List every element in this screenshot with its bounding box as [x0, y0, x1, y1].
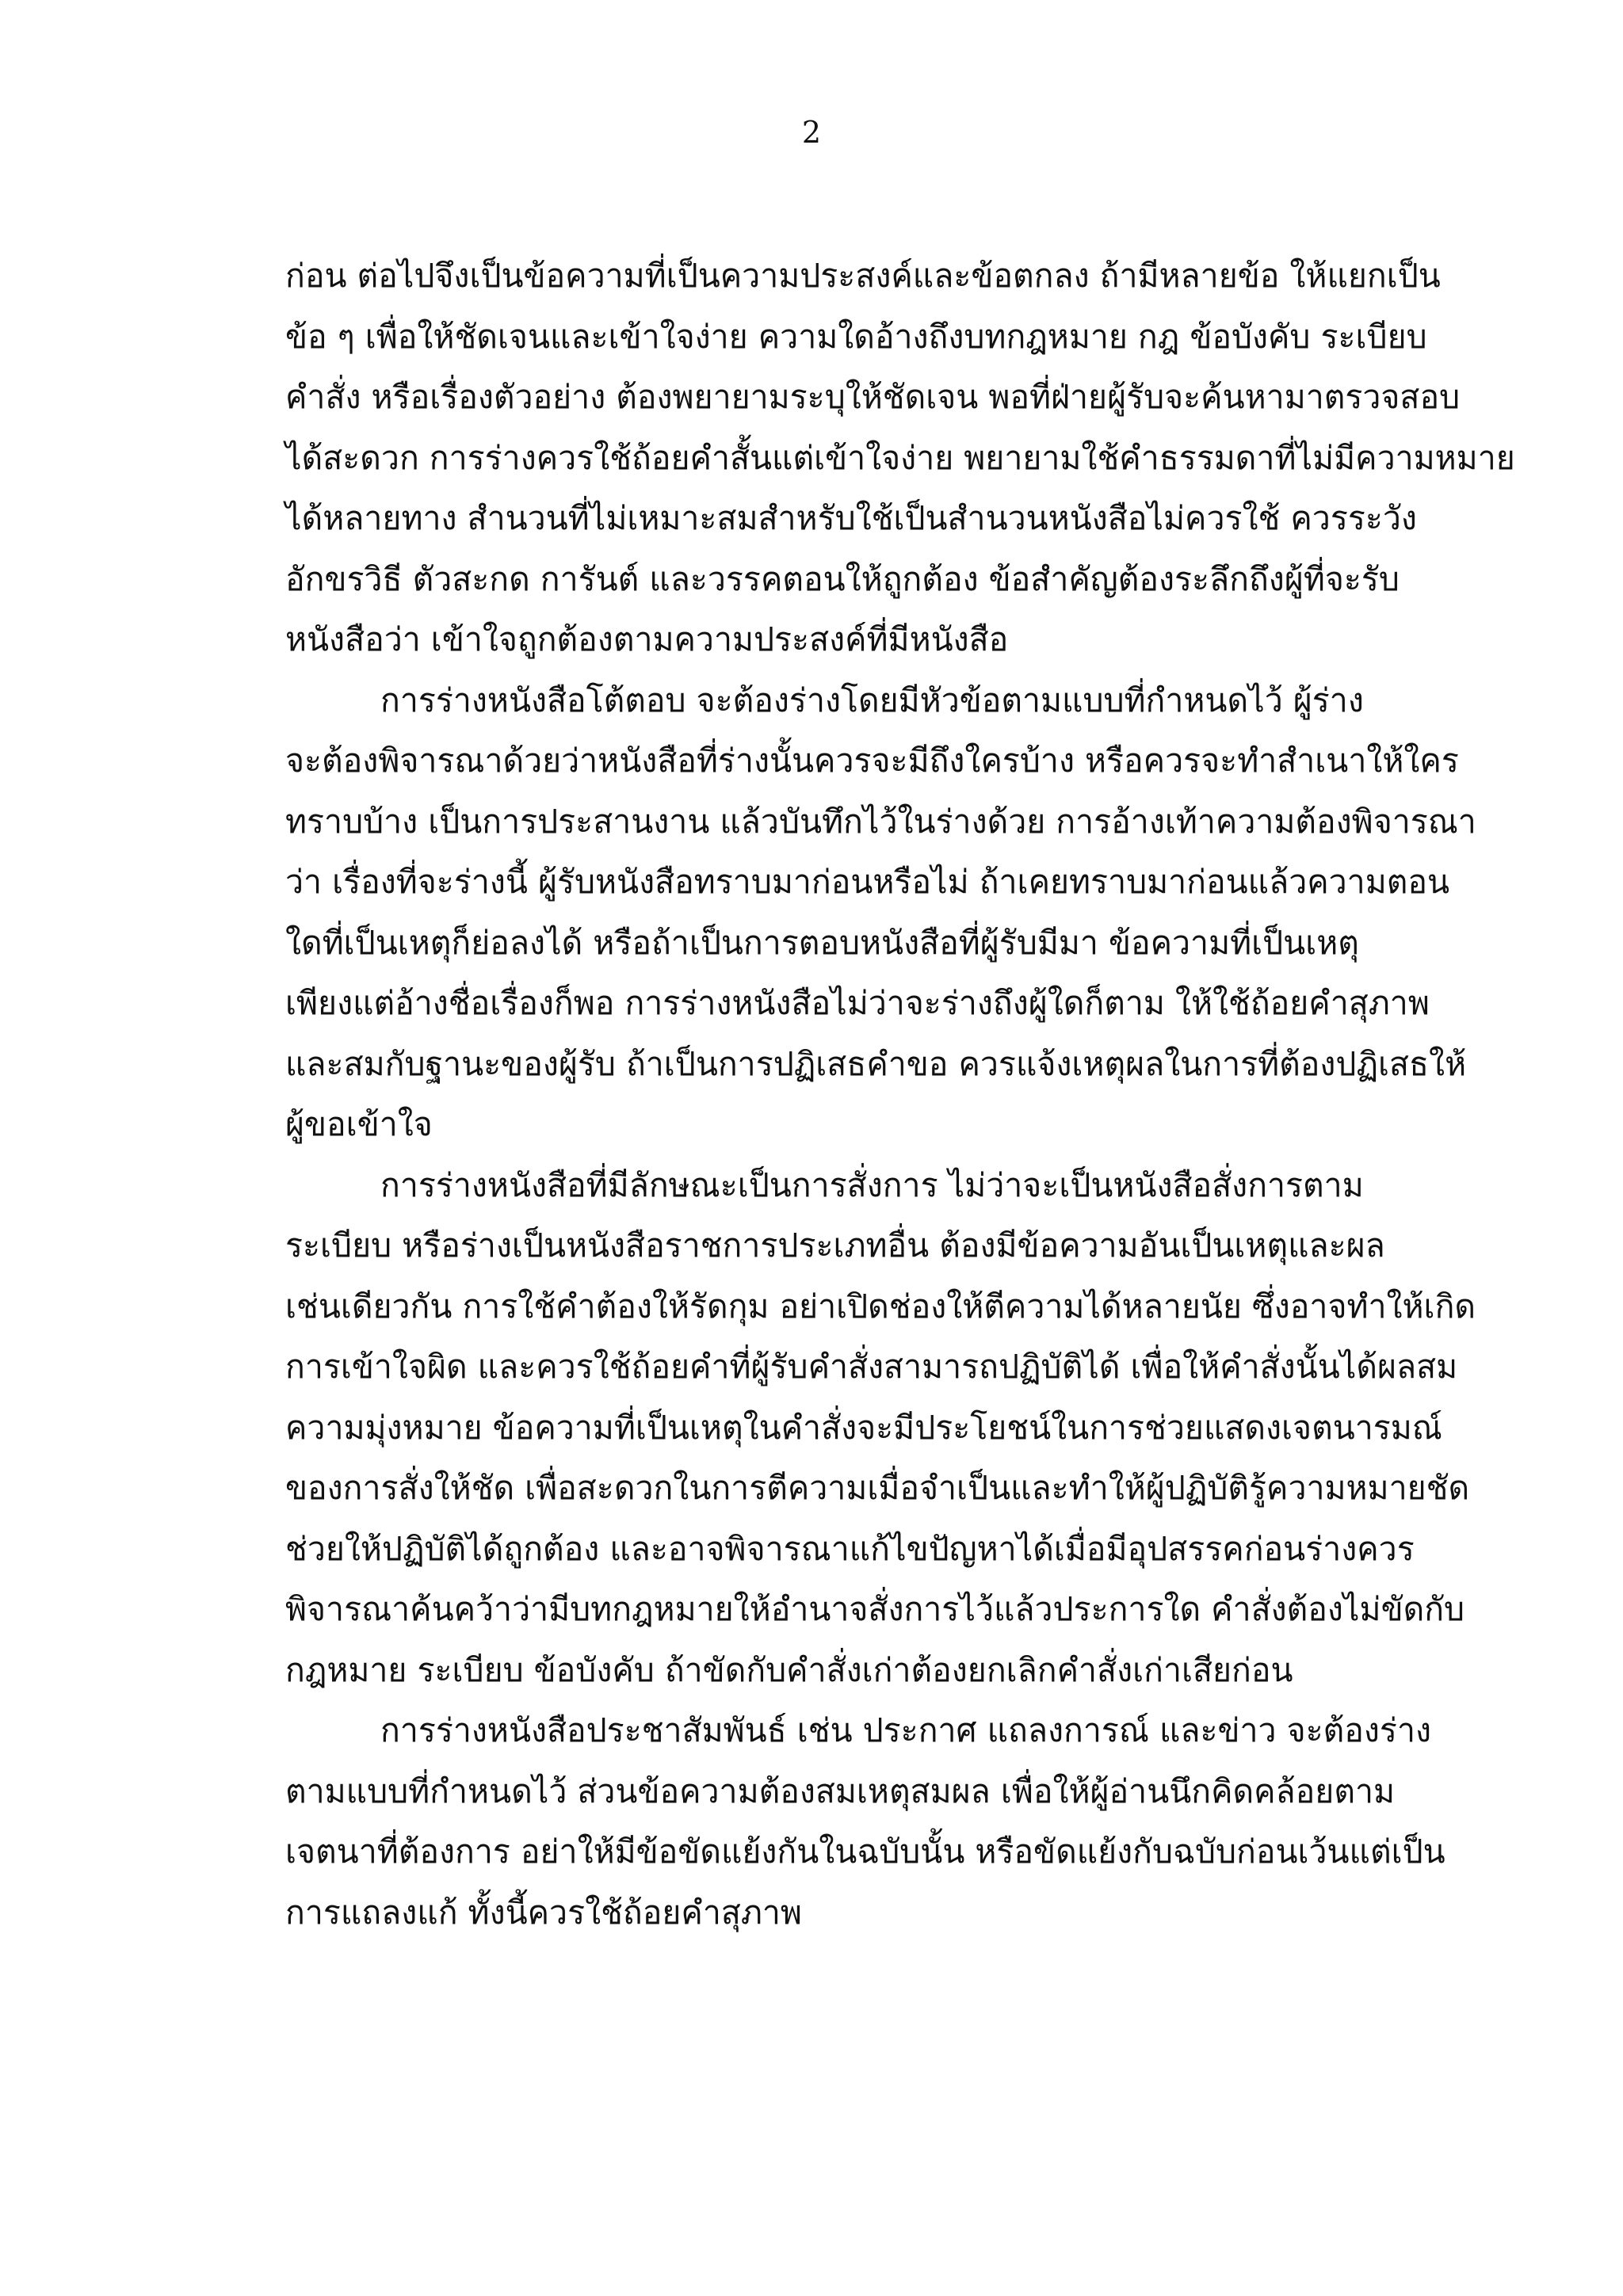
paragraph-2 — [285, 670, 1476, 1155]
paragraph-line: ได้สะดวก การร่างควรใช้ถ้อยคำสั้นแต่เข้าใจง่าย พยายามใช้คำธรรมดาที่ไม่มีความหมาย — [285, 438, 1515, 477]
paragraph-first-line: การร่างหนังสือโต้ตอบ จะต้องร่างโดยมีหัวข้อตามแบบที่กำหนดไว้ ผู้ร่าง — [380, 681, 1364, 719]
paragraph-first-line: การร่างหนังสือที่มีลักษณะเป็นการสั่งการ ไม่ว่าจะเป็นหนังสือสั่งการตาม — [380, 1165, 1364, 1204]
paragraph-line: อักขรวิธี ตัวสะกด การันต์ และวรรคตอนให้ถูกต้อง ข้อสำคัญต้องระลึกถึงผู้ที่จะรับ — [285, 559, 1400, 598]
paragraph-line: เพียงแต่อ้างชื่อเรื่องก็พอ การร่างหนังสือไม่ว่าจะร่างถึงผู้ใดก็ตาม ให้ใช้ถ้อยคำสุภาพ — [285, 984, 1430, 1022]
paragraph-line: ความมุ่งหมาย ข้อความที่เป็นเหตุในคำสั่งจะมีประโยชน์ในการช่วยแสดงเจตนารมณ์ — [285, 1408, 1442, 1447]
paragraph-line: หนังสือว่า เข้าใจถูกต้องตามความประสงค์ที่มีหนังสือ — [285, 620, 1009, 658]
paragraph-line: เจตนาที่ต้องการ อย่าให้มีข้อขัดแย้งกันในฉบับนั้น หรือขัดแย้งกับฉบับก่อนเว้นแต่เป็น — [285, 1833, 1445, 1871]
paragraph-3 — [285, 1155, 1476, 1701]
paragraph-line: ก่อน ต่อไปจึงเป็นข้อความที่เป็นความประสงค์และข้อตกลง ถ้ามีหลายข้อ ให้แยกเป็น — [285, 257, 1441, 295]
paragraph-line: การเข้าใจผิด และควรใช้ถ้อยคำที่ผู้รับคำสั่งสามารถปฏิบัติได้ เพื่อให้คำสั่งนั้นได้ผลสม — [285, 1348, 1458, 1386]
page-number: 2 — [801, 115, 822, 150]
paragraph-line: กฎหมาย ระเบียบ ข้อบังคับ ถ้าขัดกับคำสั่งเก่าต้องยกเลิกคำสั่งเก่าเสียก่อน — [285, 1650, 1293, 1689]
paragraph-line: ตามแบบที่กำหนดไว้ ส่วนข้อความต้องสมเหตุสมผล เพื่อให้ผู้อ่านนึกคิดคล้อยตาม — [285, 1772, 1396, 1810]
paragraph-first-line: การร่างหนังสือประชาสัมพันธ์ เช่น ประกาศ แถลงการณ์ และข่าว จะต้องร่าง — [380, 1711, 1431, 1749]
paragraph-line: พิจารณาค้นคว้าว่ามีบทกฎหมายให้อำนาจสั่งการไว้แล้วประการใด คำสั่งต้องไม่ขัดกับ — [285, 1590, 1465, 1628]
paragraph-line: การแถลงแก้ ทั้งนี้ควรใช้ถ้อยคำสุภาพ — [285, 1893, 802, 1932]
paragraph-line: คำสั่ง หรือเรื่องตัวอย่าง ต้องพยายามระบุให้ชัดเจน พอที่ฝ่ายผู้รับจะค้นหามาตรวจสอบ — [285, 378, 1461, 416]
paragraph-line: ระเบียบ หรือร่างเป็นหนังสือราชการประเภทอื่น ต้องมีข้อความอันเป็นเหตุและผล — [285, 1226, 1385, 1264]
document-body — [285, 246, 1515, 1943]
paragraph-4 — [285, 1700, 1445, 1943]
paragraph-line: ช่วยให้ปฏิบัติได้ถูกต้อง และอาจพิจารณาแก้ไขปัญหาได้เมื่อมีอุปสรรคก่อนร่างควร — [285, 1529, 1415, 1568]
paragraph-line: และสมกับฐานะของผู้รับ ถ้าเป็นการปฏิเสธคำขอ ควรแจ้งเหตุผลในการที่ต้องปฏิเสธให้ — [285, 1044, 1467, 1083]
paragraph-line: ผู้ขอเข้าใจ — [285, 1105, 433, 1143]
paragraph-1 — [285, 246, 1515, 670]
paragraph-line: ได้หลายทาง สำนวนที่ไม่เหมาะสมสำหรับใช้เป็นสำนวนหนังสือไม่ควรใช้ ควรระวัง — [285, 499, 1417, 537]
paragraph-line: ทราบบ้าง เป็นการประสานงาน แล้วบันทึกไว้ในร่างด้วย การอ้างเท้าความต้องพิจารณา — [285, 802, 1476, 841]
paragraph-line: ข้อ ๆ เพื่อให้ชัดเจนและเข้าใจง่าย ความใดอ้างถึงบทกฎหมาย กฎ ข้อบังคับ ระเบียบ — [285, 317, 1427, 356]
paragraph-line: ใดที่เป็นเหตุก็ย่อลงได้ หรือถ้าเป็นการตอบหนังสือที่ผู้รับมีมา ข้อความที่เป็นเหตุ — [285, 923, 1359, 962]
paragraph-line: ว่า เรื่องที่จะร่างนี้ ผู้รับหนังสือทราบมาก่อนหรือไม่ ถ้าเคยทราบมาก่อนแล้วความตอน — [285, 863, 1449, 901]
paragraph-line: ของการสั่งให้ชัด เพื่อสะดวกในการตีความเมื่อจำเป็นและทำให้ผู้ปฏิบัติรู้ความหมายชัด — [285, 1469, 1470, 1507]
paragraph-line: จะต้องพิจารณาด้วยว่าหนังสือที่ร่างนั้นควรจะมีถึงใครบ้าง หรือควรจะทำสำเนาให้ใคร — [285, 742, 1459, 780]
paragraph-line: เช่นเดียวกัน การใช้คำต้องให้รัดกุม อย่าเปิดช่องให้ตีความได้หลายนัย ซึ่งอาจทำให้เกิด — [285, 1287, 1476, 1325]
